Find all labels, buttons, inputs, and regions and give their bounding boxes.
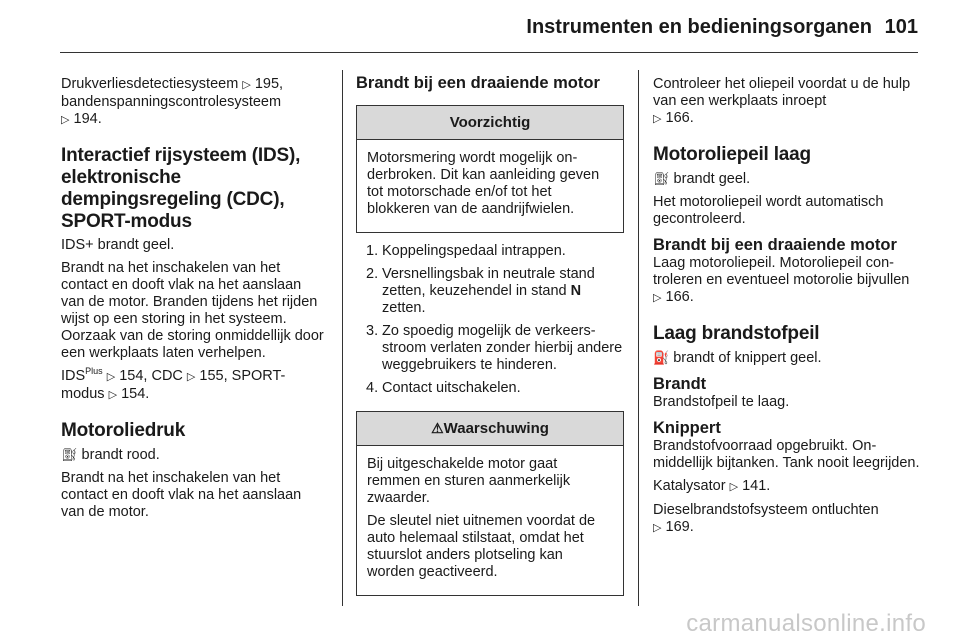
watermark: carmanualsonline.info [686, 610, 926, 637]
section-heading-fuel: Laag brandstofpeil [653, 323, 820, 344]
ref-arrow-icon: ▷ [653, 292, 662, 304]
intro-refs [61, 76, 327, 129]
caution-text: Motorsmering wordt mogelijk onderbroken. Dit kan aanleiding geven tot motorschade en/of tot het blokkeren van de aandrijfwielen. [367, 150, 600, 217]
page-ref[interactable]: 194. [73, 111, 102, 127]
ref-arrow-icon: ▷ [653, 522, 662, 534]
list-item: 4. Contact uitschakelen. [366, 380, 521, 396]
diesel-bleed-ref: Dieselbrandstofsysteem ontluchten ▷ 169. [653, 502, 879, 535]
page-ref[interactable]: 195, [254, 76, 284, 92]
steps-list [356, 243, 624, 397]
oil-level-status: ⛽︎ brandt geel. [653, 171, 751, 187]
subheading-running-engine: Brandt bij een draaiende motor [653, 236, 897, 254]
fuel-status: ⛽ brandt of knippert geel. [653, 350, 822, 366]
page-ref[interactable]: 155, SPORT- [199, 368, 286, 384]
fuel-pump-icon: ⛽ [653, 350, 670, 365]
section-heading-ids: Interactief rijsysteem (IDS), elektronische dempingsregeling (CDC), SPORT-modus [61, 145, 301, 232]
caution-title: Voorzichtig [357, 106, 623, 140]
list-item: 1. Koppelingspedaal intrappen. [366, 243, 566, 259]
header-title: Instrumenten en bedieningsorganen [526, 16, 872, 38]
warning-title: ⚠Waarschuwing [357, 412, 623, 446]
ids-status: IDS+ brandt geel. [61, 237, 175, 253]
warning-triangle-icon: ⚠ [431, 420, 444, 436]
ids-description: Brandt na het inschakelen van het contact en dooft vlak na het aanslaan van de motor. Branden tijdens het rijden wijst op een storing in het systeem. Oorzaak van de storing onmiddellijk door een werkplaats laten verhelpen. [61, 260, 324, 361]
subheading-knippert: Knippert [653, 419, 721, 437]
warning-text-1: Bij uitgeschakelde motor gaat remmen en sturen aanmerkelijk zwaarder. [367, 456, 571, 506]
ids-refs: $IDS^{Plus}$ ▷ 154, CDC ▷ 155, SPORT- modus ▷ 154. [61, 366, 286, 402]
warning-text-2: De sleutel niet uitnemen voordat de auto helemaal stilstaat, omdat het stuurslot anders plotseling kan worden geactiveerd. [367, 513, 596, 580]
list-item: 2. Versnellingsbak in neutrale stand zetten, keuzehendel in stand N zetten. [366, 266, 595, 316]
subheading-brandt: Brandt [653, 375, 707, 393]
oil-check-intro: Controleer het oliepeil voordat u de hulp van een werkplaats inroept ▷ 166. [653, 76, 911, 126]
oil-level-icon: ⛽︎ [653, 171, 670, 186]
ref-arrow-icon: ▷ [242, 79, 251, 91]
page-number: 101 [884, 16, 918, 38]
oil-pressure-status: ⛽︎ brandt rood. [61, 447, 160, 463]
list-item: 3. Zo spoedig mogelijk de verkeersstroom verlaten zonder hierbij andere weggebruikers te hinderen. [366, 323, 623, 373]
intro-text: bandenspanningscontrolesysteem [61, 94, 282, 110]
column-3 [653, 76, 921, 543]
ref-arrow-icon: ▷ [106, 371, 116, 383]
page-header [0, 0, 960, 58]
ref-arrow-icon: ▷ [729, 481, 739, 493]
column-2 [356, 74, 624, 606]
column-divider [638, 70, 639, 606]
page-ref[interactable]: 169. [665, 519, 694, 535]
subheading-running-engine: Brandt bij een draaiende motor [356, 74, 600, 92]
column-1 [61, 76, 327, 527]
oil-can-icon: ⛽︎ [61, 447, 78, 462]
page-ref[interactable]: 154. [121, 386, 150, 402]
page-ref[interactable]: 154, CDC [119, 368, 183, 384]
oil-level-description: Het motoroliepeil wordt automatisch gecontroleerd. [653, 194, 884, 227]
ref-arrow-icon: ▷ [186, 371, 196, 383]
page-ref[interactable]: 166. [665, 110, 694, 126]
column-divider [342, 70, 343, 606]
caution-box [356, 105, 624, 233]
ref-arrow-icon: ▷ [61, 114, 70, 126]
page-ref[interactable]: 166. [665, 289, 694, 305]
catalyst-ref: Katalysator ▷ 141. [653, 478, 771, 494]
fuel-low-text: Brandstofpeil te laag. [653, 394, 790, 410]
intro-text: Drukverliesdetectiesysteem [61, 76, 239, 92]
section-heading-oil-pressure: Motoroliedruk [61, 420, 186, 441]
ref-arrow-icon: ▷ [108, 389, 118, 401]
page-ref[interactable]: 141. [742, 478, 771, 494]
ref-arrow-icon: ▷ [653, 113, 662, 125]
oil-pressure-description: Brandt na het inschakelen van het contact en dooft vlak na het aanslaan van de motor. [61, 470, 302, 520]
fuel-empty-text: Brandstofvoorraad opgebruikt. Onmiddellijk bijtanken. Tank nooit leegrijden. [653, 438, 920, 471]
section-heading-oil-level: Motoroliepeil laag [653, 144, 811, 165]
oil-level-instructions: Laag motoroliepeil. Motoroliepeil controleren en eventueel motorolie bijvullen ▷ 166. [653, 255, 910, 305]
header-rule [60, 52, 918, 53]
warning-box [356, 411, 624, 596]
